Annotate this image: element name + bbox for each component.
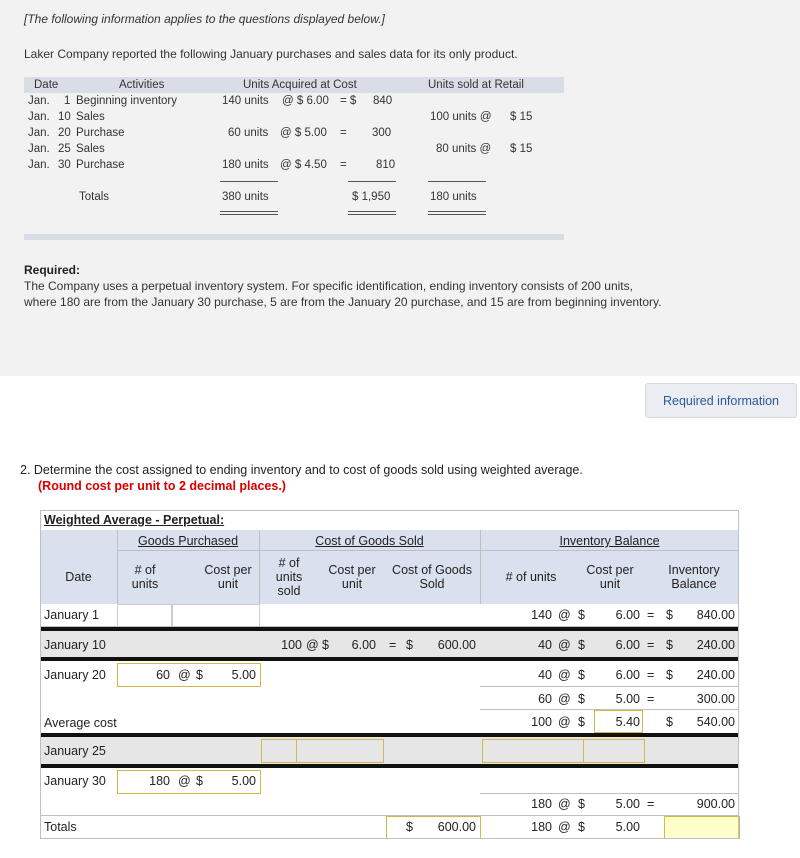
lead-text: Laker Company reported the following January purchases and sales data for its only product. xyxy=(24,47,518,61)
dollar-symbol: $ xyxy=(578,638,585,652)
col-balance-units: # of units xyxy=(505,570,557,584)
row-label-totals: Totals xyxy=(44,820,77,834)
divider xyxy=(428,181,486,182)
row-sold-price: $ 15 xyxy=(510,143,533,155)
row-activity: Beginning inventory xyxy=(76,95,178,107)
balance-units-input[interactable] xyxy=(482,739,584,763)
row-acq-total: 300 xyxy=(372,127,392,139)
row-acq-units: 180 units xyxy=(222,159,269,171)
row-day: 20 xyxy=(58,127,71,139)
col-date: Date xyxy=(65,570,92,584)
balance-cost: 5.00 xyxy=(615,820,640,834)
purchases-table-footer xyxy=(24,234,564,240)
equals-symbol: = xyxy=(389,638,397,652)
divider xyxy=(117,550,739,551)
row-activity: Purchase xyxy=(76,127,125,139)
dollar-symbol: $ xyxy=(578,668,585,682)
row-month: Jan. xyxy=(28,159,50,171)
row-activity: Purchase xyxy=(76,159,125,171)
divider xyxy=(428,211,486,212)
purchased-units: 180 xyxy=(149,774,170,788)
sold-units: 100 xyxy=(281,638,302,652)
col-purchased-units: # of units xyxy=(131,563,159,591)
dollar-symbol: $ xyxy=(578,715,585,729)
balance-cost-input[interactable] xyxy=(583,739,645,763)
balance-cost: 5.00 xyxy=(615,797,640,811)
at-symbol: @ xyxy=(558,797,571,811)
balance-units: 140 xyxy=(531,608,552,622)
required-text: The Company uses a perpetual inventory system. For specific identification, ending inventory consists of 200 units, where 180 are from the January 30 purchase, 5 are from the January 20 purchase, and 15 are from beginning inventory. xyxy=(24,279,662,309)
at-symbol: @ xyxy=(558,608,571,622)
at-symbol: @ xyxy=(558,715,571,729)
col-sold-cost: Cost per unit xyxy=(328,563,376,591)
totals-sold-units: 180 units xyxy=(430,191,477,203)
required-heading: Required: xyxy=(24,263,81,277)
col-balance-total: Inventory Balance xyxy=(668,563,720,591)
totals-label: Totals xyxy=(79,191,110,203)
balance-cost: 6.00 xyxy=(615,638,640,652)
balance-total: 300.00 xyxy=(696,692,735,706)
worksheet-title-bar xyxy=(40,510,739,530)
divider xyxy=(738,530,739,839)
balance-units: 40 xyxy=(538,668,552,682)
divider xyxy=(348,211,396,212)
weighted-average-worksheet xyxy=(40,510,739,840)
row-acq-total: 810 xyxy=(376,159,396,171)
balance-total: 240.00 xyxy=(696,638,735,652)
group-goods-purchased: Goods Purchased xyxy=(137,534,239,548)
dollar-symbol: $ xyxy=(322,638,329,652)
header-acquired: Units Acquired at Cost xyxy=(243,79,357,91)
row-label-jan20: January 20 xyxy=(44,668,106,682)
totals-acq-units: 380 units xyxy=(222,191,269,203)
balance-total: 840.00 xyxy=(696,608,735,622)
balance-cost: 5.40 xyxy=(615,715,640,729)
row-acq-at: @ $ 5.00 xyxy=(280,127,327,139)
dollar-symbol: $ xyxy=(578,820,585,834)
dollar-symbol: $ xyxy=(406,820,413,834)
question-text: 2. Determine the cost assigned to ending inventory and to cost of goods sold using weighted average. xyxy=(20,463,583,477)
purchased-cost: 5.00 xyxy=(231,774,256,788)
balance-cost: 6.00 xyxy=(615,608,640,622)
row-day: 10 xyxy=(58,111,71,123)
row-day: 30 xyxy=(58,159,71,171)
balance-cost: 5.00 xyxy=(615,692,640,706)
balance-total: 240.00 xyxy=(696,668,735,682)
divider xyxy=(480,793,739,794)
row-acq-eq: = xyxy=(340,159,347,171)
row-label-jan30: January 30 xyxy=(44,774,106,788)
balance-units: 60 xyxy=(538,692,552,706)
at-symbol: @ xyxy=(306,638,319,652)
balance-units: 180 xyxy=(531,820,552,834)
row-activity: Sales xyxy=(76,111,105,123)
equals-symbol: = xyxy=(647,668,655,682)
divider xyxy=(220,214,278,215)
row-label-jan25: January 25 xyxy=(44,744,106,758)
row-label-jan10: January 10 xyxy=(44,638,106,652)
row-sold-units: 80 units @ xyxy=(436,143,492,155)
row-acq-units: 60 units xyxy=(228,127,269,139)
header-date: Date xyxy=(34,79,59,91)
at-symbol: @ xyxy=(558,668,571,682)
dollar-symbol: $ xyxy=(578,692,585,706)
totals-acq-total: $ 1,950 xyxy=(352,191,391,203)
at-symbol: @ xyxy=(558,692,571,706)
group-inventory-balance: Inventory Balance xyxy=(559,534,660,548)
worksheet-title: Weighted Average - Perpetual: xyxy=(44,513,225,527)
equals-symbol: = xyxy=(647,638,655,652)
row-label-jan1: January 1 xyxy=(44,608,99,622)
col-purchased-cost: Cost per unit xyxy=(204,563,252,591)
dollar-symbol: $ xyxy=(666,715,673,729)
row-acq-at: @ $ 6.00 xyxy=(282,95,329,107)
sold-cost-input[interactable] xyxy=(296,739,384,763)
row-acq-at: @ $ 4.50 xyxy=(280,159,327,171)
divider xyxy=(348,181,396,182)
balance-units: 180 xyxy=(531,797,552,811)
equals-symbol: = xyxy=(647,692,655,706)
at-symbol: @ xyxy=(178,774,191,788)
dollar-symbol: $ xyxy=(196,774,203,788)
row-sold-units: 100 units @ xyxy=(430,111,492,123)
balance-total: 900.00 xyxy=(696,797,735,811)
divider xyxy=(480,686,739,687)
header-sold: Units sold at Retail xyxy=(428,79,524,91)
at-symbol: @ xyxy=(178,668,191,682)
col-cogs-total: Cost of Goods Sold xyxy=(392,563,472,591)
purchased-units-input[interactable] xyxy=(117,604,173,627)
row-acq-eq: = xyxy=(340,127,347,139)
row-acq-eq: = $ xyxy=(340,95,357,107)
balance-units: 40 xyxy=(538,638,552,652)
divider xyxy=(40,838,739,839)
balance-cost: 6.00 xyxy=(615,668,640,682)
divider xyxy=(348,214,396,215)
at-symbol: @ xyxy=(558,638,571,652)
divider xyxy=(40,530,41,839)
balance-units: 100 xyxy=(531,715,552,729)
col-balance-cost: Cost per unit xyxy=(586,563,634,591)
divider xyxy=(220,181,278,182)
purchased-cost-input[interactable] xyxy=(171,604,260,627)
row-day: 1 xyxy=(64,95,71,107)
dollar-symbol: $ xyxy=(666,638,673,652)
row-month: Jan. xyxy=(28,127,50,139)
group-cost-of-goods-sold: Cost of Goods Sold xyxy=(315,534,424,548)
purchased-units: 60 xyxy=(156,668,170,682)
cogs-total: 600.00 xyxy=(437,820,476,834)
header-activities: Activities xyxy=(119,79,165,91)
row-month: Jan. xyxy=(28,143,50,155)
question-note: (Round cost per unit to 2 decimal places.) xyxy=(38,479,286,493)
dollar-symbol: $ xyxy=(578,797,585,811)
balance-total: 540.00 xyxy=(696,715,735,729)
inventory-balance-total-input[interactable] xyxy=(664,816,740,839)
purchased-cost: 5.00 xyxy=(231,668,256,682)
dollar-symbol: $ xyxy=(578,608,585,622)
dollar-symbol: $ xyxy=(406,638,413,652)
cogs-total: 600.00 xyxy=(437,638,476,652)
at-symbol: @ xyxy=(558,820,571,834)
row-acq-units: 140 units xyxy=(222,95,269,107)
col-sold-units: # of units sold xyxy=(275,556,303,598)
divider xyxy=(428,214,486,215)
row-day: 25 xyxy=(58,143,71,155)
dollar-symbol: $ xyxy=(196,668,203,682)
divider xyxy=(40,657,739,661)
row-month: Jan. xyxy=(28,95,50,107)
equals-symbol: = xyxy=(647,797,655,811)
row-label-average-cost: Average cost xyxy=(44,716,117,730)
divider xyxy=(220,211,278,212)
dollar-symbol: $ xyxy=(666,608,673,622)
sold-units-input[interactable] xyxy=(261,739,297,763)
purchases-table xyxy=(24,77,564,240)
row-month: Jan. xyxy=(28,111,50,123)
required-information-button[interactable]: Required information xyxy=(645,383,797,418)
equals-symbol: = xyxy=(647,608,655,622)
sold-cost: 6.00 xyxy=(351,638,376,652)
dollar-symbol: $ xyxy=(666,668,673,682)
row-activity: Sales xyxy=(76,143,105,155)
divider xyxy=(40,764,739,768)
row-sold-price: $ 15 xyxy=(510,111,533,123)
intro-text: [The following information applies to the questions displayed below.] xyxy=(24,12,385,26)
row-acq-total: 840 xyxy=(373,95,393,107)
